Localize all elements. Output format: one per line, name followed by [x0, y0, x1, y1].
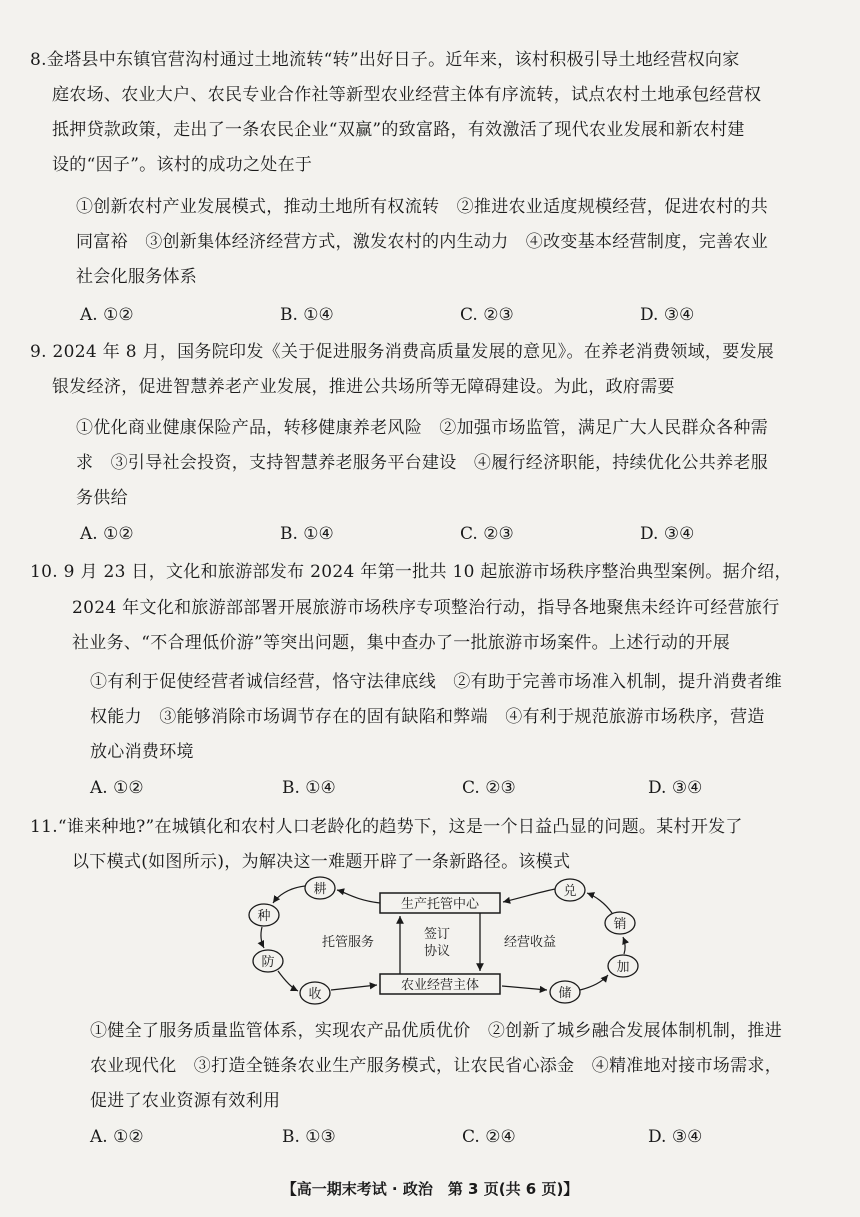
q8-option-a[interactable]: A. ①② [80, 305, 134, 325]
q8-line-1: 8.金塔县中东镇官营沟村通过土地流转“转”出好日子。近年来，该村积极引导土地经营权向家 [30, 50, 740, 70]
q9-option-c[interactable]: C. ②③ [460, 524, 514, 544]
q8-option-c[interactable]: C. ②③ [460, 305, 514, 325]
node-fang-label: 防 [261, 955, 275, 970]
top-box-label: 生产托管中心 [400, 897, 480, 912]
q10-line-2: 2024 年文化和旅游部部署开展旅游市场秩序专项整治行动，指导各地聚焦未经许可经营旅行 [72, 598, 780, 618]
node-zhong-label: 种 [257, 909, 271, 924]
q10-option-b[interactable]: B. ①④ [282, 778, 336, 798]
q11-option-d[interactable]: D. ③④ [648, 1127, 703, 1147]
q9-line-1: 9. 2024 年 8 月，国务院印发《关于促进服务消费高质量发展的意见》。在养老消费领域，要发展 [30, 342, 775, 362]
q11-line-1: 11.“谁来种地?”在城镇化和农村人口老龄化的趋势下，这是一个日益凸显的问题。某村开发了 [30, 817, 743, 837]
q10-line-5: 权能力 ③能够消除市场调节存在的固有缺陷和弊端 ④有利于规范旅游市场秩序，营造 [90, 707, 765, 727]
q11-option-b[interactable]: B. ①③ [282, 1127, 336, 1147]
q8-option-b[interactable]: B. ①④ [280, 305, 334, 325]
left-label: 托管服务 [321, 935, 375, 950]
q11-option-a[interactable]: A. ①② [90, 1127, 144, 1147]
q9-line-4: 求 ③引导社会投资，支持智慧养老服务平台建设 ④履行经济职能，持续优化公共养老服 [76, 453, 768, 473]
q8-line-5: ①创新农村产业发展模式，推动土地所有权流转 ②推进农业适度规模经营，促进农村的共 [76, 197, 768, 217]
q10-line-6: 放心消费环境 [90, 742, 194, 762]
node-xiao-label: 销 [613, 917, 627, 932]
node-dui-label: 兑 [563, 884, 577, 899]
bottom-box-label: 农业经营主体 [400, 978, 480, 993]
page-footer: 【高一期末考试 · 政治 第 3 页(共 6 页)】 [281, 1180, 579, 1198]
q9-line-2: 银发经济，促进智慧养老产业发展，推进公共场所等无障碍建设。为此，政府需要 [52, 377, 675, 397]
q8-option-d[interactable]: D. ③④ [640, 305, 695, 325]
q9-option-b[interactable]: B. ①④ [280, 524, 334, 544]
q10-option-a[interactable]: A. ①② [90, 778, 144, 798]
q11-after-line-2: 农业现代化 ③打造全链条农业生产服务模式，让农民省心添金 ④精准地对接市场需求， [90, 1056, 782, 1076]
q11-after-line-1: ①健全了服务质量监管体系，实现农产品优质优价 ②创新了城乡融合发展体制机制，推进 [90, 1021, 782, 1041]
q8-line-2: 庭农场、农业大户、农民专业合作社等新型农业经营主体有序流转，试点农村土地承包经营权 [52, 85, 762, 105]
q8-line-4: 设的“因子”。该村的成功之处在于 [52, 155, 313, 175]
node-jia-label: 加 [616, 960, 630, 975]
q8-line-7: 社会化服务体系 [76, 267, 198, 287]
q11-line-2: 以下模式(如图所示)，为解决这一难题开辟了一条新路径。该模式 [72, 852, 571, 872]
right-label: 经营收益 [503, 935, 557, 950]
q9-line-3: ①优化商业健康保险产品，转移健康养老风险 ②加强市场监管，满足广大人民群众各种需 [76, 418, 768, 438]
q11-after-line-3: 促进了农业资源有效利用 [90, 1091, 281, 1111]
q10-option-c[interactable]: C. ②③ [462, 778, 516, 798]
agriculture-model-diagram [240, 870, 650, 1010]
node-shou-label: 收 [308, 987, 322, 1002]
q9-option-a[interactable]: A. ①② [80, 524, 134, 544]
q9-line-5: 务供给 [76, 488, 128, 508]
node-geng-label: 耕 [313, 882, 327, 897]
q9-option-d[interactable]: D. ③④ [640, 524, 695, 544]
q10-line-4: ①有利于促使经营者诚信经营，恪守法律底线 ②有助于完善市场准入机制，提升消费者维 [90, 672, 782, 692]
center-label-1: 签订 [423, 927, 451, 942]
q8-line-3: 抵押贷款政策，走出了一条农民企业“双赢”的致富路，有效激活了现代农业发展和新农村建 [52, 120, 745, 140]
q10-option-d[interactable]: D. ③④ [648, 778, 703, 798]
q8-line-6: 同富裕 ③创新集体经济经营方式，激发农村的内生动力 ④改变基本经营制度，完善农业 [76, 232, 768, 252]
center-label-2: 协议 [423, 944, 451, 959]
q10-line-3: 社业务、“不合理低价游”等突出问题，集中查办了一批旅游市场案件。上述行动的开展 [72, 633, 731, 653]
node-chu-label: 储 [558, 986, 572, 1001]
diagram-svg [240, 870, 650, 1010]
q10-line-1: 10. 9 月 23 日，文化和旅游部发布 2024 年第一批共 10 起旅游市场秩序整治典型案例。据介绍， [30, 562, 792, 582]
q11-option-c[interactable]: C. ②④ [462, 1127, 516, 1147]
